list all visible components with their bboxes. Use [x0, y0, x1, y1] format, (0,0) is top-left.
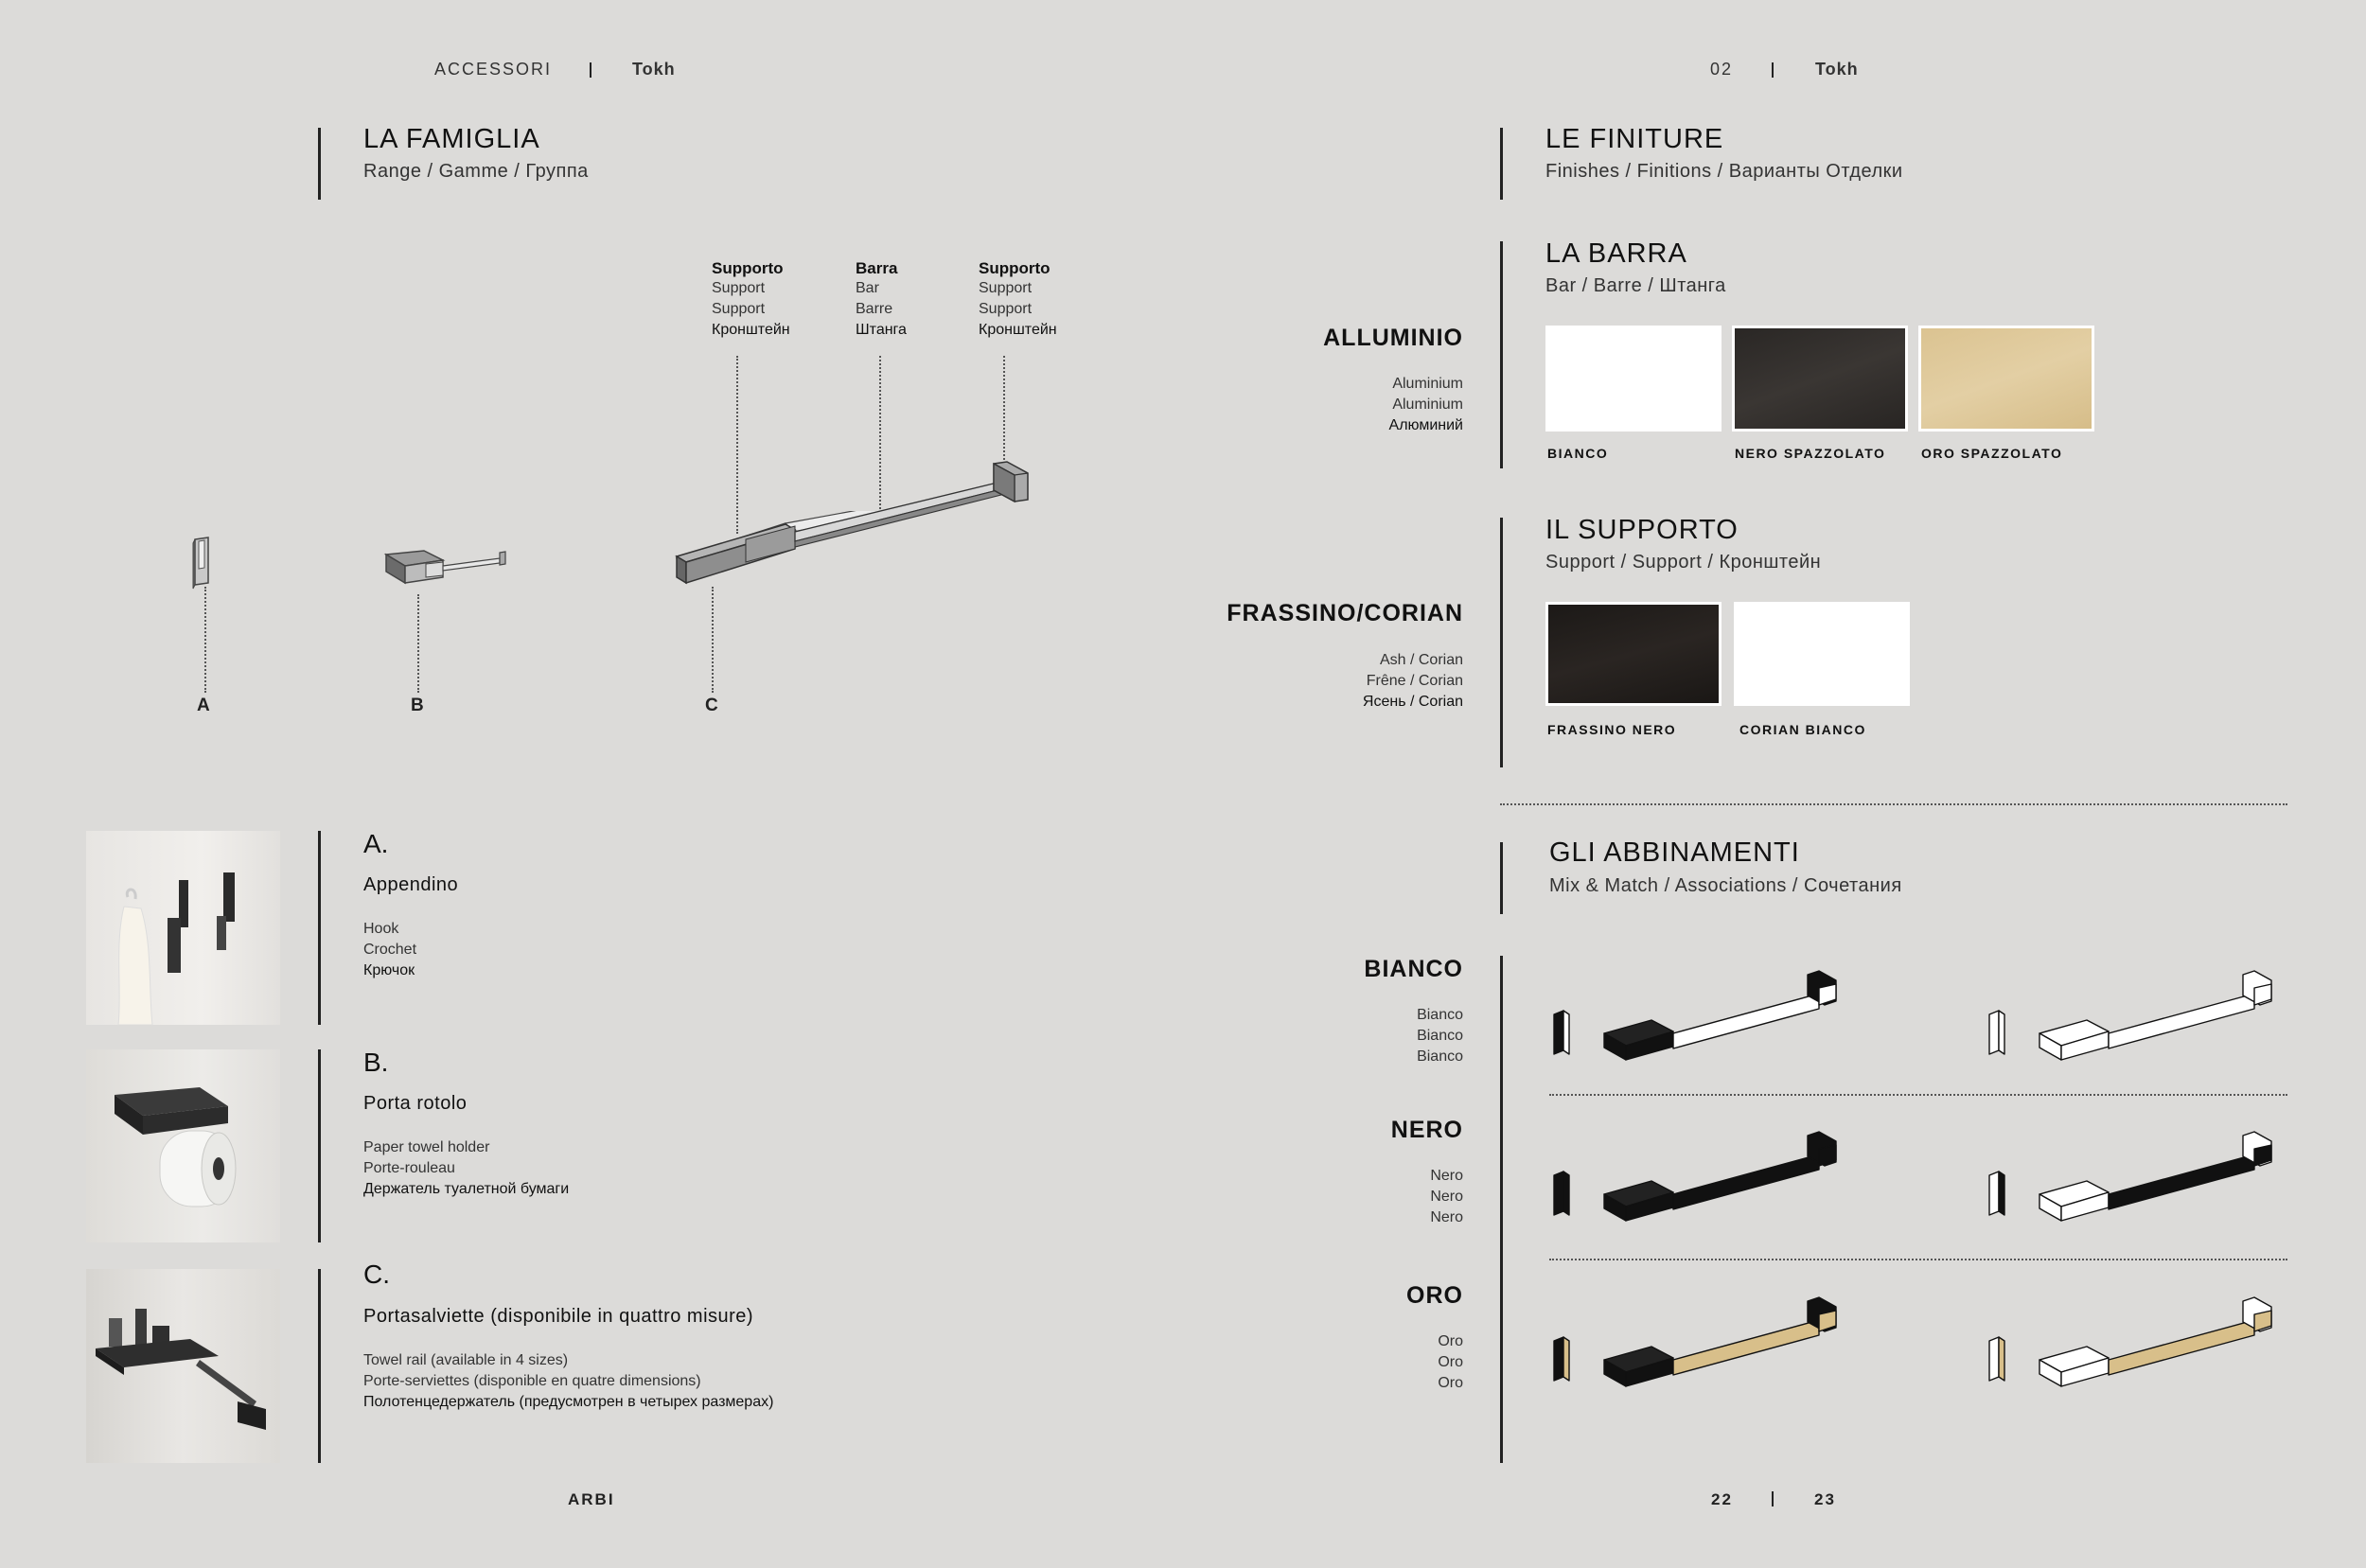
item-a-name: Appendino	[363, 874, 459, 895]
leader-line-a	[204, 587, 206, 693]
material-alluminio-translations: Aluminium Aluminium Алюминий	[1388, 376, 1463, 433]
mix-hook-plate	[1563, 1337, 1569, 1381]
header-separator-right	[1772, 62, 1774, 78]
finiture-title: LE FINITURE	[1545, 124, 1724, 154]
section-bar	[1500, 241, 1503, 468]
material-frassino-translations: Ash / Corian Frêne / Corian Ясень / Corian	[1362, 652, 1463, 710]
header-separator	[590, 62, 592, 78]
supporto-subtitle: Support / Support / Кронштейн	[1545, 552, 1822, 573]
item-b-desc: Paper towel holder Porte-rouleau Держатель туалетной бумаги	[363, 1139, 570, 1197]
mix-hook	[1554, 1011, 1563, 1054]
item-a-desc: Hook Crochet Крючок	[363, 921, 417, 978]
mix-hook-plate	[1999, 1337, 2004, 1381]
label-b: B	[411, 696, 424, 715]
barra-title: LA BARRA	[1545, 238, 1687, 269]
famiglia-title: LA FAMIGLIA	[363, 124, 540, 154]
callout-bar: Barra Bar Barre Штанга	[856, 259, 907, 338]
section-bar	[1500, 842, 1503, 914]
swatch-oro-spazzolato	[1918, 326, 2094, 432]
swatch-label: BIANCO	[1547, 446, 1609, 461]
mix-match-drawings	[1543, 946, 2300, 1401]
photo-hook	[86, 831, 280, 1025]
section-divider	[1500, 803, 2287, 805]
mix-rail-bar	[2109, 1320, 2254, 1375]
swatch-frassino-nero	[1545, 602, 1722, 706]
mix-row-nero-desc: Nero Nero Nero	[1430, 1168, 1463, 1225]
supporto-title: IL SUPPORTO	[1545, 515, 1739, 545]
mix-rail-bar	[1673, 994, 1819, 1048]
item-bar	[318, 1269, 321, 1463]
leader-line-c	[712, 587, 714, 693]
item-c-letter: C.	[363, 1260, 390, 1289]
famiglia-subtitle: Range / Gamme / Группа	[363, 161, 589, 182]
item-b-letter: B.	[363, 1048, 389, 1077]
hook-drawing	[193, 537, 208, 589]
header-section: ACCESSORI	[434, 60, 553, 79]
towel-rail-detail	[662, 445, 1041, 596]
mix-row-oro: ORO	[1406, 1282, 1463, 1309]
roll-holder-photo-illustration	[86, 1049, 280, 1242]
footer-separator	[1772, 1491, 1774, 1506]
section-bar	[318, 128, 321, 200]
section-bar	[1500, 128, 1503, 200]
mix-hook	[1989, 1337, 1999, 1381]
swatch-nero-spazzolato	[1732, 326, 1908, 432]
swatch-corian-bianco	[1734, 602, 1910, 706]
mix-hook-plate	[1563, 1172, 1569, 1215]
label-c: C	[705, 696, 718, 715]
section-bar	[1500, 518, 1503, 767]
label-a: A	[197, 696, 210, 715]
mix-hook-plate	[1563, 1011, 1569, 1054]
page-number-left: 22	[1711, 1490, 1733, 1508]
mix-row-oro-desc: Oro Oro Oro	[1438, 1333, 1463, 1391]
photo-towel-rail	[86, 1269, 280, 1463]
mix-hook	[1989, 1172, 1999, 1215]
item-b-name: Porta rotolo	[363, 1093, 468, 1114]
swatch-label: ORO SPAZZOLATO	[1921, 446, 2063, 461]
mix-rail-bar	[1673, 1154, 1819, 1209]
hook-photo-illustration	[86, 831, 280, 1025]
mix-row-bianco-desc: Bianco Bianco Bianco	[1417, 1007, 1463, 1065]
page-number-right: 23	[1814, 1490, 1836, 1508]
item-bar	[318, 831, 321, 1025]
barra-subtitle: Bar / Barre / Штанга	[1545, 275, 1726, 296]
mix-rail-bar	[2109, 1154, 2254, 1209]
towel-rail-photo-illustration	[86, 1269, 280, 1463]
mix-row-bianco: BIANCO	[1364, 956, 1463, 982]
abbinamenti-title: GLI ABBINAMENTI	[1549, 837, 1800, 868]
swatch-label: CORIAN BIANCO	[1739, 722, 1866, 737]
mix-hook	[1554, 1337, 1563, 1381]
swatch-label: NERO SPAZZOLATO	[1735, 446, 1886, 461]
callout-support-right: Supporto Support Support Кронштейн	[979, 259, 1057, 338]
material-frassino-corian: FRASSINO/CORIAN	[1227, 600, 1463, 626]
roll-holder-drawing	[386, 551, 505, 583]
mix-hook	[1554, 1172, 1563, 1215]
leader-line-b	[417, 594, 419, 693]
mix-hook	[1989, 1011, 1999, 1054]
swatch-bianco	[1545, 326, 1722, 432]
item-c-desc: Towel rail (available in 4 sizes) Porte-serviettes (disponible en quatre dimensions) Полотенцедержатель (предусмотрен в четырех размерах)	[363, 1352, 774, 1410]
mix-row-nero: NERO	[1390, 1117, 1463, 1143]
mix-rail-bar	[2109, 994, 2254, 1048]
callout-support-left: Supporto Support Support Кронштейн	[712, 259, 790, 338]
mix-rail-bar	[1673, 1320, 1819, 1375]
item-bar	[318, 1049, 321, 1242]
footer-brand: ARBI	[568, 1490, 615, 1508]
material-alluminio: ALLUMINIO	[1323, 325, 1463, 351]
header-page-number: 02	[1710, 60, 1734, 79]
swatch-label: FRASSINO NERO	[1547, 722, 1677, 737]
item-c-name: Portasalviette (disponibile in quattro misure)	[363, 1306, 754, 1327]
item-a-letter: A.	[363, 829, 389, 858]
section-bar	[1500, 956, 1503, 1463]
finiture-subtitle: Finishes / Finitions / Варианты Отделки	[1545, 161, 1903, 182]
mix-hook-plate	[1999, 1011, 2004, 1054]
header-brand: Tokh	[632, 60, 676, 79]
header-brand-right: Tokh	[1815, 60, 1859, 79]
photo-roll-holder	[86, 1049, 280, 1242]
mix-hook-plate	[1999, 1172, 2004, 1215]
abbinamenti-subtitle: Mix & Match / Associations / Сочетания	[1549, 875, 1902, 896]
